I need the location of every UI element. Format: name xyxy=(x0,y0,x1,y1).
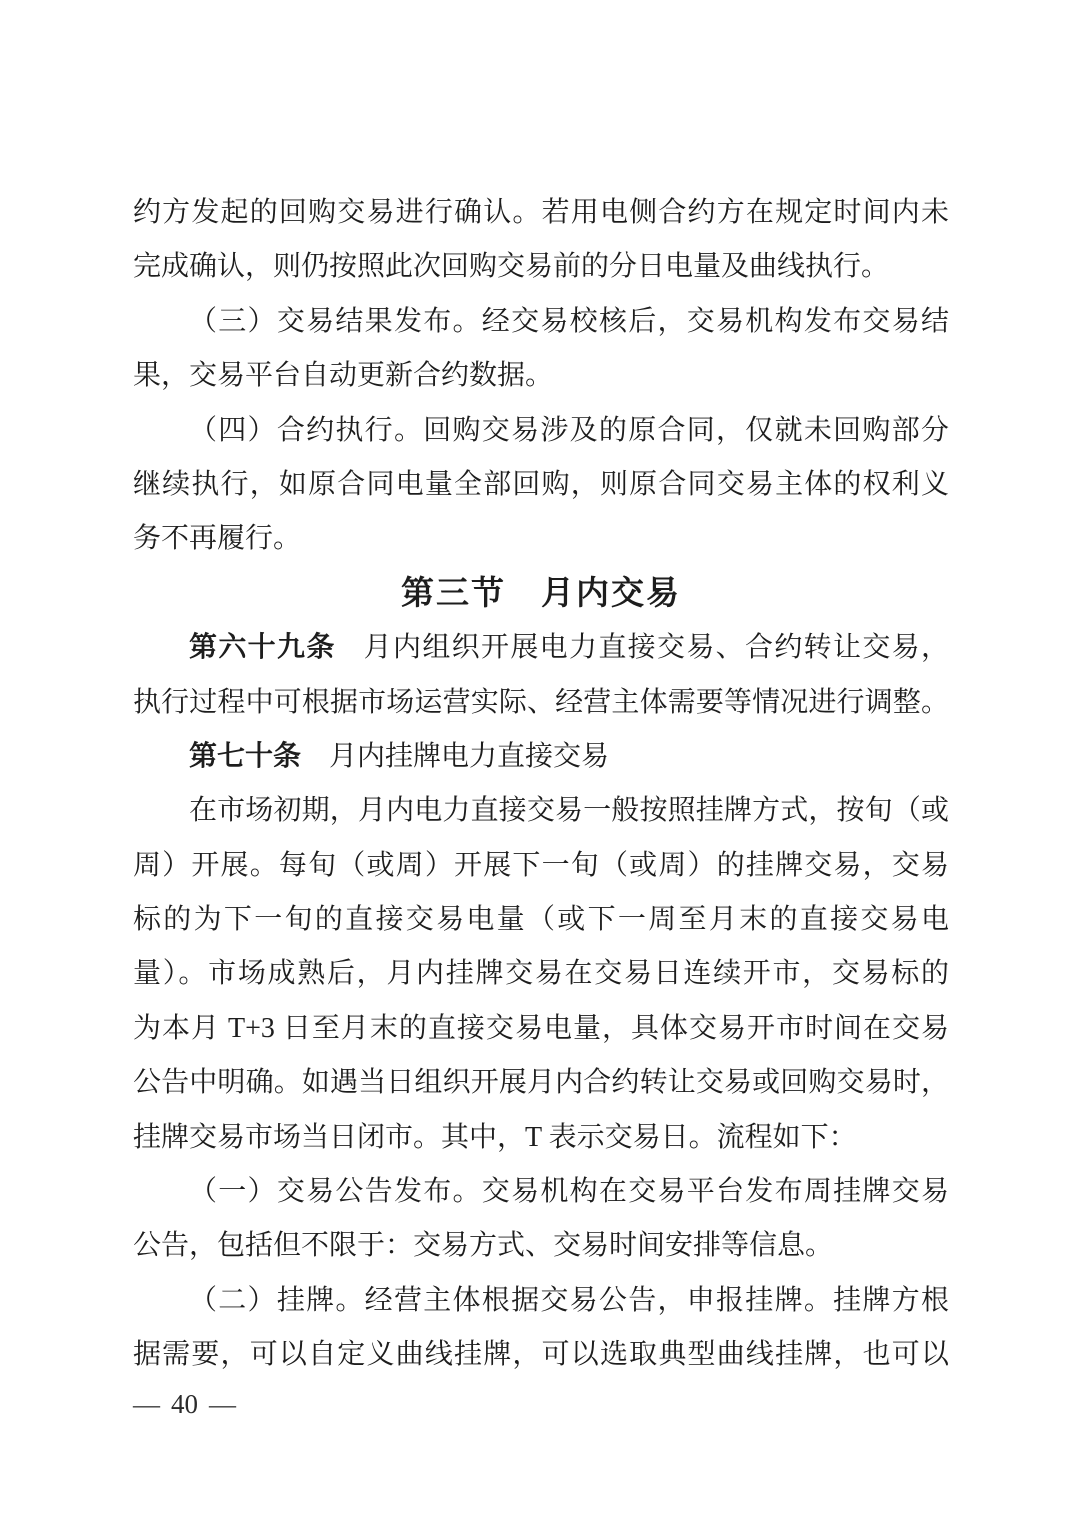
footer-left-dash: — xyxy=(133,1389,160,1419)
paragraph-line: 周）开展。每旬（或周）开展下一旬（或周）的挂牌交易，交易 xyxy=(133,849,949,881)
paragraph-line: 据需要，可以自定义曲线挂牌，可以选取典型曲线挂牌，也可以 xyxy=(133,1339,949,1371)
paragraph-line: 公告，包括但不限于：交易方式、交易时间安排等信息。 xyxy=(133,1230,834,1262)
paragraph-line: （四）合约执行。回购交易涉及的原合同，仅就未回购部分 xyxy=(189,414,949,446)
paragraph-line: 执行过程中可根据市场运营实际、经营主体需要等情况进行调整。 xyxy=(133,686,949,718)
page-footer xyxy=(133,1388,236,1420)
article-line-text: 月内挂牌电力直接交易 xyxy=(329,740,610,772)
paragraph-line: 量）。市场成熟后，月内挂牌交易在交易日连续开市，交易标的 xyxy=(133,958,949,990)
paragraph-line: 约方发起的回购交易进行确认。若用电侧合约方在规定时间内未 xyxy=(133,197,949,228)
paragraph-line: （二）挂牌。经营主体根据交易公告，申报挂牌。挂牌方根 xyxy=(189,1284,949,1316)
paragraph-line: 务不再履行。 xyxy=(133,523,302,555)
paragraph-line: 继续执行，如原合同电量全部回购，则原合同交易主体的权利义 xyxy=(133,468,949,500)
paragraph-line: 在市场初期，月内电力直接交易一般按照挂牌方式，按旬（或 xyxy=(189,795,949,827)
footer-right-dash: — xyxy=(209,1389,236,1419)
paragraph-line: 为本月 T+3 日至月末的直接交易电量，具体交易开市时间在交易 xyxy=(133,1012,949,1044)
article-number-label: 第七十条 xyxy=(189,740,302,772)
article-line xyxy=(133,730,949,784)
section-heading: 第三节 月内交易 xyxy=(401,575,681,612)
article-number-label: 第六十九条 xyxy=(189,632,336,664)
article-line-text: 月内组织开展电力直接交易、合约转让交易， xyxy=(363,632,949,664)
paragraph-line: 挂牌交易市场当日闭市。其中，T 表示交易日。流程如下： xyxy=(133,1121,857,1153)
paragraph-line: （三）交易结果发布。经交易校核后，交易机构发布交易结 xyxy=(189,305,949,337)
paragraph-line: （一）交易公告发布。交易机构在交易平台发布周挂牌交易 xyxy=(189,1176,949,1208)
paragraph-line: 标的为下一旬的直接交易电量（或下一周至月末的直接交易电 xyxy=(133,904,949,936)
paragraph-line: 公告中明确。如遇当日组织开展月内合约转让交易或回购交易时， xyxy=(133,1067,949,1099)
document-body xyxy=(133,186,949,1383)
paragraph-line: 果，交易平台自动更新合约数据。 xyxy=(133,360,554,392)
article-line xyxy=(133,621,949,675)
page-number: 40 xyxy=(171,1389,198,1419)
paragraph-line: 完成确认，则仍按照此次回购交易前的分日电量及曲线执行。 xyxy=(133,251,890,283)
